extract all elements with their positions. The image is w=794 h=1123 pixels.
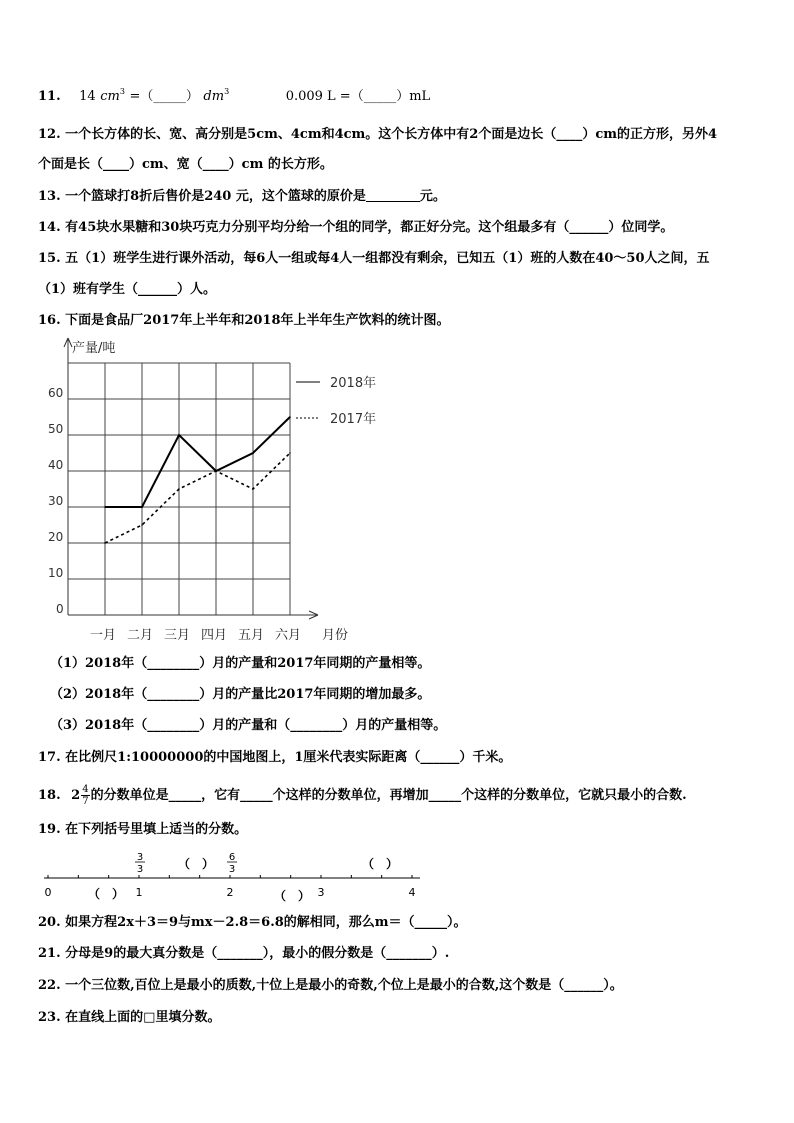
q15-line-1: 五（1）班学生进行课外活动，每6人一组或每4人一组都没有剩余，已知五（1）班的人数在40～50人之间，五 xyxy=(65,251,710,266)
q18-text: 的分数单位是_____，它有_____个这样的分数单位，再增加_____个这样的分数单位，它就只最小的合数. xyxy=(90,788,687,803)
data-point xyxy=(252,452,254,454)
question-number: 19. xyxy=(38,822,61,837)
frac1-num: 3 xyxy=(136,852,144,863)
question-18 xyxy=(38,784,687,807)
q18-fraction xyxy=(81,784,89,807)
question-17 xyxy=(38,750,511,766)
question-14 xyxy=(38,220,673,236)
q13-text-a: 一个篮球打8折后售价是240 元，这个篮球的原价是 xyxy=(65,189,366,204)
x-tick-label: 一月 xyxy=(89,628,117,643)
number-line-label: 1 xyxy=(135,886,143,899)
y-tick-label: 30 xyxy=(48,494,64,508)
legend-label: 2017年 xyxy=(330,412,377,427)
y-tick-label: 0 xyxy=(56,602,64,616)
q21-text: 分母是9的最大真分数是（_______），最小的假分数是（_______）. xyxy=(65,946,450,961)
question-11 xyxy=(38,89,430,105)
x-tick-label: 四月 xyxy=(200,628,228,643)
question-number: 13. xyxy=(38,189,61,204)
paren-below-2: （ ） xyxy=(273,889,311,903)
data-point xyxy=(141,524,143,526)
q14-text: 有45块水果糖和30块巧克力分别平均分给一个组的同学，都正好分完。这个组最多有（______）位同学。 xyxy=(65,220,674,235)
question-number: 22. xyxy=(38,978,61,993)
question-23 xyxy=(38,1010,220,1026)
x-tick-label: 二月 xyxy=(126,628,154,643)
question-15-cont xyxy=(38,282,216,298)
y-tick-label: 50 xyxy=(48,422,64,436)
question-15 xyxy=(38,251,710,267)
q11-value: 14 xyxy=(79,89,96,104)
x-tick-label: 五月 xyxy=(237,628,265,643)
question-12 xyxy=(38,127,717,143)
data-point xyxy=(141,506,143,508)
question-number: 14. xyxy=(38,220,61,235)
q11-exponent-2: 3 xyxy=(224,87,230,96)
x-axis-label: 月份 xyxy=(322,628,349,643)
question-number: 16. xyxy=(38,313,61,328)
series-line xyxy=(105,417,290,507)
legend-label: 2018年 xyxy=(330,376,377,391)
number-line-label: 0 xyxy=(44,886,52,899)
question-number: 21. xyxy=(38,946,61,961)
number-line-label: 2 xyxy=(226,886,234,899)
frac2-den: 3 xyxy=(228,864,236,875)
q23-text: 在直线上面的□里填分数。 xyxy=(65,1010,221,1025)
paren-below-1: （ ） xyxy=(87,887,125,901)
question-19 xyxy=(38,822,247,838)
data-point xyxy=(178,488,180,490)
q16-sub-2: （2）2018年（________）月的产量比2017年同期的增加最多。 xyxy=(50,687,431,702)
question-number: 12. xyxy=(38,127,61,142)
q12-line-2: 个面是长（____）cm、宽（____）cm 的长方形。 xyxy=(38,157,333,172)
question-number: 23. xyxy=(38,1010,61,1025)
fraction-3-3 xyxy=(135,852,145,875)
data-point xyxy=(104,506,106,508)
data-point xyxy=(252,488,254,490)
chart-axes xyxy=(64,338,318,619)
question-20 xyxy=(38,915,467,931)
question-22 xyxy=(38,978,623,994)
data-point xyxy=(104,542,106,544)
y-tick-label: 40 xyxy=(48,458,64,472)
fraction-6-3 xyxy=(227,852,237,875)
question-13 xyxy=(38,189,446,205)
data-point xyxy=(289,416,291,418)
line-chart xyxy=(0,330,794,665)
x-tick-label: 三月 xyxy=(163,628,191,643)
frac2-num: 6 xyxy=(228,852,236,863)
series-line xyxy=(105,453,290,543)
number-line-label: 4 xyxy=(408,886,416,899)
question-16 xyxy=(38,313,450,329)
y-tick-labels xyxy=(48,386,64,616)
question-number: 18. xyxy=(38,788,61,803)
q18-frac-num: 4 xyxy=(82,784,89,795)
q17-text: 在比例尺1:10000000的中国地图上，1厘米代表实际距离（______）千米。 xyxy=(65,750,512,765)
q18-frac-den: 7 xyxy=(82,796,89,807)
q15-line-2: （1）班有学生（______）人。 xyxy=(38,282,217,297)
x-tick-label: 六月 xyxy=(274,628,302,643)
question-12-cont xyxy=(38,157,333,173)
q11-unit-dm: dm xyxy=(203,89,225,104)
q11-answer-blank[interactable]: =（_____） xyxy=(129,89,199,104)
y-axis-label: 产量/吨 xyxy=(72,341,116,356)
q11-exponent: 3 xyxy=(119,87,125,96)
q11-part-b[interactable]: 0.009 L =（_____）mL xyxy=(285,89,431,104)
question-number: 17. xyxy=(38,750,61,765)
q12-line-1: 一个长方体的长、宽、高分别是5cm、4cm和4cm。这个长方体中有2个面是边长（____）cm的正方形，另外4 xyxy=(65,127,718,142)
q22-text: 一个三位数,百位上是最小的质数,十位上是最小的奇数,个位上是最小的合数,这个数是（______）。 xyxy=(65,978,623,993)
data-point xyxy=(289,452,291,454)
q18-mixed-whole: 2 xyxy=(71,788,81,803)
question-number: 11. xyxy=(38,89,61,104)
number-line-label: 3 xyxy=(317,886,325,899)
q13-text-b: 元。 xyxy=(419,189,446,204)
data-point xyxy=(178,434,180,436)
q16-text: 下面是食品厂2017年上半年和2018年上半年生产饮料的统计图。 xyxy=(65,313,450,328)
q16-sub-3: （3）2018年（________）月的产量和（________）月的产量相等。 xyxy=(50,718,447,733)
chart-legend xyxy=(296,375,376,427)
frac1-den: 3 xyxy=(136,864,144,875)
q19-text: 在下列括号里填上适当的分数。 xyxy=(65,822,248,837)
q20-text: 如果方程2x＋3＝9与mx－2.8＝6.8的解相同，那么m＝（_____）。 xyxy=(65,915,467,930)
q16-sub-1: （1）2018年（________）月的产量和2017年同期的产量相等。 xyxy=(50,656,431,671)
x-tick-labels xyxy=(90,628,301,643)
q11-unit-cm: cm xyxy=(100,89,120,104)
y-tick-label: 20 xyxy=(48,530,64,544)
data-point xyxy=(215,470,217,472)
number-line xyxy=(0,848,794,904)
question-21 xyxy=(38,946,449,962)
paren-above-1: （ ） xyxy=(177,857,215,871)
y-tick-label: 60 xyxy=(48,386,64,400)
y-tick-label: 10 xyxy=(48,566,64,580)
paren-above-2: （ ） xyxy=(361,857,399,871)
question-number: 15. xyxy=(38,251,61,266)
q13-answer-blank[interactable] xyxy=(366,189,420,202)
question-number: 20. xyxy=(38,915,61,930)
